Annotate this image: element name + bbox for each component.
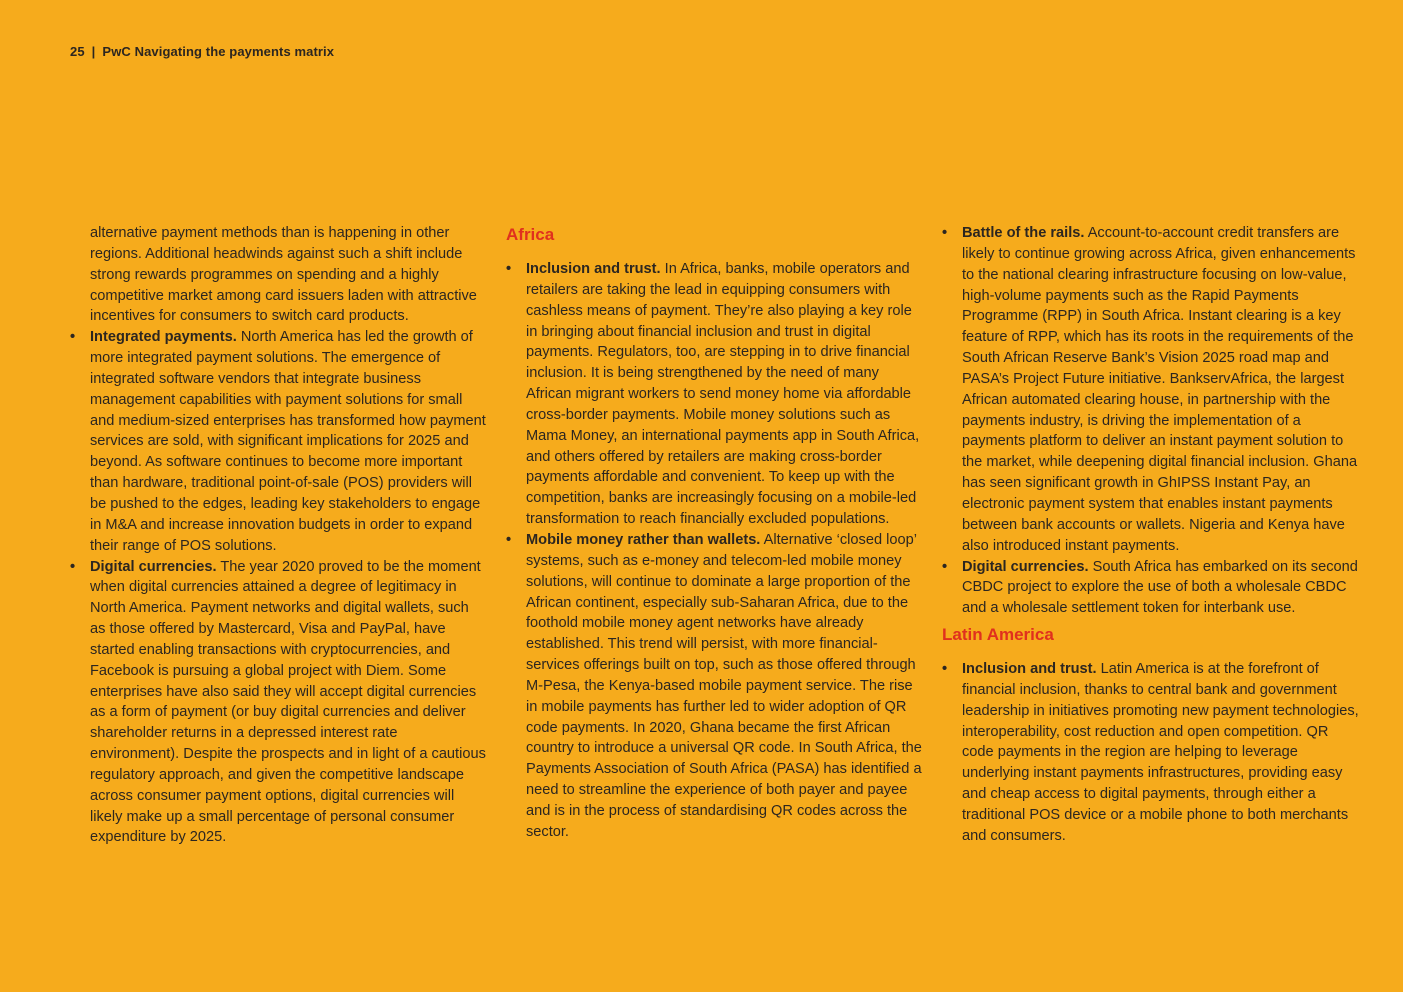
bullet-lead: Battle of the rails. — [962, 225, 1085, 241]
bullet-text: North America has led the growth of more integrated payment solutions. The emergence of integrated software vendors that integrate business management capabilities with payment solutions for small and medium-sized enterprises has transformed how payment services are sold, with significant implications for 2025 and beyond. As software continues to become more important than hardware, traditional point-of-sale (POS) providers will be pushed to the edges, leading key stakeholders to engage in M&A and increase innovation budgets in order to expand their range of POS solutions. — [90, 329, 486, 554]
continued-paragraph: alternative payment methods than is happening in other regions. Additional headwinds against such a shift include strong rewards programmes on spending and a highly competitive market among card issuers laden with attractive incentives for consumers to switch card products. — [90, 225, 477, 325]
bullet-inclusion-trust-africa — [506, 259, 922, 530]
bullet-dot: • — [942, 225, 948, 241]
column-3 — [942, 223, 1362, 847]
header-separator: | — [91, 44, 96, 59]
bullet-battle-of-rails — [942, 223, 1362, 557]
bullet-dot: • — [506, 531, 512, 548]
bullet-lead: Inclusion and trust. — [526, 261, 661, 277]
section-heading-africa: Africa — [506, 225, 555, 244]
column-1 — [70, 223, 486, 848]
bullet-inclusion-trust-latam — [942, 659, 1362, 847]
bullet-text: Account-to-account credit transfers are likely to continue growing across Africa, given enhancements to the national clearing infrastructure focusing on low-value, high-volume payments such as the Rapid Payments Programme (RPP) in South Africa. Instant clearing is a key feature of RPP, which has its roots in the requirements of the South African Reserve Bank’s Vision 2025 road map and PASA’s Project Future initiative. BankservAfrica, the largest African automated clearing house, in partnership with the payments industry, is driving the implementation of a payments platform to deliver an instant payment solution to the market, while deepening digital financial inclusion. Ghana has seen significant growth in GhIPSS Instant Pay, an electronic payment system that enables instant payments between bank accounts or wallets. Nigeria and Kenya have also introduced instant payments. — [962, 225, 1358, 554]
bullet-text: In Africa, banks, mobile operators and retailers are taking the lead in equipping consumers with cashless means of payment. They’re also playing a key role in bringing about financial inclusion and trust in digital payments. Regulators, too, are stepping in to drive financial inclusion. It is being strengthened by the need of many African migrant workers to send money home via affordable cross-border payments. Mobile money solutions such as Mama Money, an international payments app in South Africa, and others offered by retailers are making cross-border payments affordable and convenient. To keep up with the competition, banks are increasingly focusing on a mobile-led transformation to reach financially excluded populations. — [526, 261, 920, 528]
bullet-lead: Inclusion and trust. — [962, 661, 1097, 678]
bullet-text: Alternative ‘closed loop’ systems, such as e-money and telecom-led mobile money solutions, will continue to dominate a large proportion of the African continent, especially sub-Saharan Africa, due to the foothold mobile money agent networks have already established. This trend will persist, with more financial-services offerings built on top, such as those offered through M-Pesa, the Kenya-based mobile payment service. The rise in mobile payments has further led to wider adoption of QR code payments. In 2020, Ghana became the first African country to introduce a universal QR code. In South Africa, the Payments Association of South Africa (PASA) has identified a need to streamline the experience of both payer and payee and is in the process of standardising QR codes across the sector. — [526, 531, 922, 840]
column-2 — [506, 223, 922, 843]
bullet-text: South Africa has embarked on its second CBDC project to explore the use of both a wholesale CBDC and a wholesale settlement token for interbank use. — [962, 558, 1358, 617]
bullet-lead: Digital currencies. — [90, 558, 217, 575]
bullet-lead: Mobile money rather than wallets. — [526, 531, 761, 548]
bullet-dot: • — [506, 261, 512, 277]
bullet-digital-currencies-na — [70, 557, 486, 849]
bullet-dot: • — [70, 329, 76, 346]
bullet-text: Latin America is at the forefront of financial inclusion, thanks to central bank and government leadership in initiatives promoting new payment technologies, interoperability, cost reduction and open competition. QR code payments in the region are helping to leverage underlying instant payments infrastructures, providing easy and cheap access to digital payments, through either a traditional POS device or a mobile phone to both merchants and consumers. — [962, 661, 1359, 844]
bullet-dot: • — [942, 558, 948, 575]
page-number: 25 — [70, 44, 85, 59]
bullet-lead: Digital currencies. — [962, 558, 1089, 575]
page-header — [70, 44, 334, 59]
bullet-lead: Integrated payments. — [90, 329, 237, 346]
bullet-dot: • — [70, 558, 76, 575]
bullet-digital-currencies-africa — [942, 557, 1362, 620]
bullet-mobile-money — [506, 530, 922, 843]
section-heading-latin-america: Latin America — [942, 625, 1054, 645]
bullet-integrated-payments — [70, 327, 486, 556]
bullet-text: The year 2020 proved to be the moment when digital currencies attained a degree of legitimacy in North America. Payment networks and digital wallets, such as those offered by Mastercard, Visa and PayPal, have started enabling transactions with cryptocurrencies, and Facebook is pursuing a global project with Diem. Some enterprises have also said they will accept digital currencies as a form of payment (or buy digital currencies and deliver shareholder returns in a depressed interest rate environment). Despite the prospects and in light of a cautious regulatory approach, and given the competitive landscape across consumer payment options, digital currencies will likely make up a small percentage of personal consumer expenditure by 2025. — [90, 558, 486, 846]
bullet-dot: • — [942, 661, 948, 678]
document-title: PwC Navigating the payments matrix — [102, 44, 335, 59]
